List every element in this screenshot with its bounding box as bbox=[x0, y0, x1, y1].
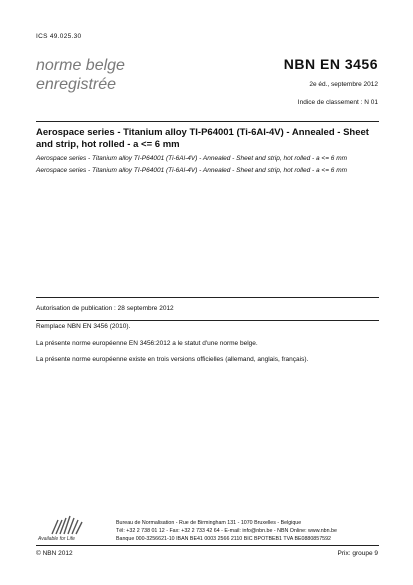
divider-bottom bbox=[36, 545, 379, 546]
divider-status bbox=[36, 320, 379, 321]
brand-title bbox=[36, 56, 125, 94]
replaces-note: Remplace NBN EN 3456 (2010). bbox=[36, 323, 131, 330]
brand-line-2: enregistrée bbox=[36, 76, 117, 93]
publisher-info bbox=[116, 519, 337, 543]
nbn-logo-icon bbox=[46, 508, 88, 550]
divider-top bbox=[36, 121, 379, 122]
publisher-bank: Banque 000-3256621-10 IBAN BE41 0003 2566 2110 BIC BPOTBEB1 TVA BE0880857592 bbox=[116, 536, 331, 542]
logo-tagline: Available for Life bbox=[38, 536, 75, 542]
publisher-address: Bureau de Normalisation - Rue de Birmingham 131 - 1070 Bruxelles - Belgique bbox=[116, 520, 302, 526]
price-group: Prix: groupe 9 bbox=[337, 550, 378, 557]
classification-index: Indice de classement : N 01 bbox=[297, 99, 378, 106]
publisher-contact: Tél: +32 2 738 01 12 - Fax: +32 2 733 42 64 - E-mail: info@nbn.be - NBN Online: www.nbn.be bbox=[116, 528, 337, 534]
document-subtitle: Aerospace series - Titanium alloy TI-P64001 (Ti-6Al-4V) - Annealed - Sheet and strip, hot rolled - a <= 6 mm bbox=[36, 155, 348, 162]
publication-authorisation: Autorisation de publication : 28 septembre 2012 bbox=[36, 305, 174, 312]
status-statement: La présente norme européenne existe en trois versions officielles (allemand, anglais, français). bbox=[36, 356, 309, 363]
document-title: Aerospace series - Titanium alloy TI-P64001 (Ti-6Al-4V) - Annealed - Sheet and strip, hot rolled - a <= 6 mm bbox=[36, 127, 369, 150]
brand-line-1: norme belge bbox=[36, 57, 125, 74]
standard-number: NBN EN 3456 bbox=[283, 56, 378, 72]
ics-code: ICS 49.025.30 bbox=[36, 33, 82, 40]
divider-middle bbox=[36, 297, 379, 298]
copyright: © NBN 2012 bbox=[36, 550, 73, 557]
document-subtitle: Aerospace series - Titanium alloy TI-P64001 (Ti-6Al-4V) - Annealed - Sheet and strip, hot rolled - a <= 6 mm bbox=[36, 167, 348, 174]
status-statement: La présente norme européenne EN 3456:2012 a le statut d'une norme belge. bbox=[36, 340, 258, 347]
edition-date: 2e éd., septembre 2012 bbox=[309, 81, 378, 88]
